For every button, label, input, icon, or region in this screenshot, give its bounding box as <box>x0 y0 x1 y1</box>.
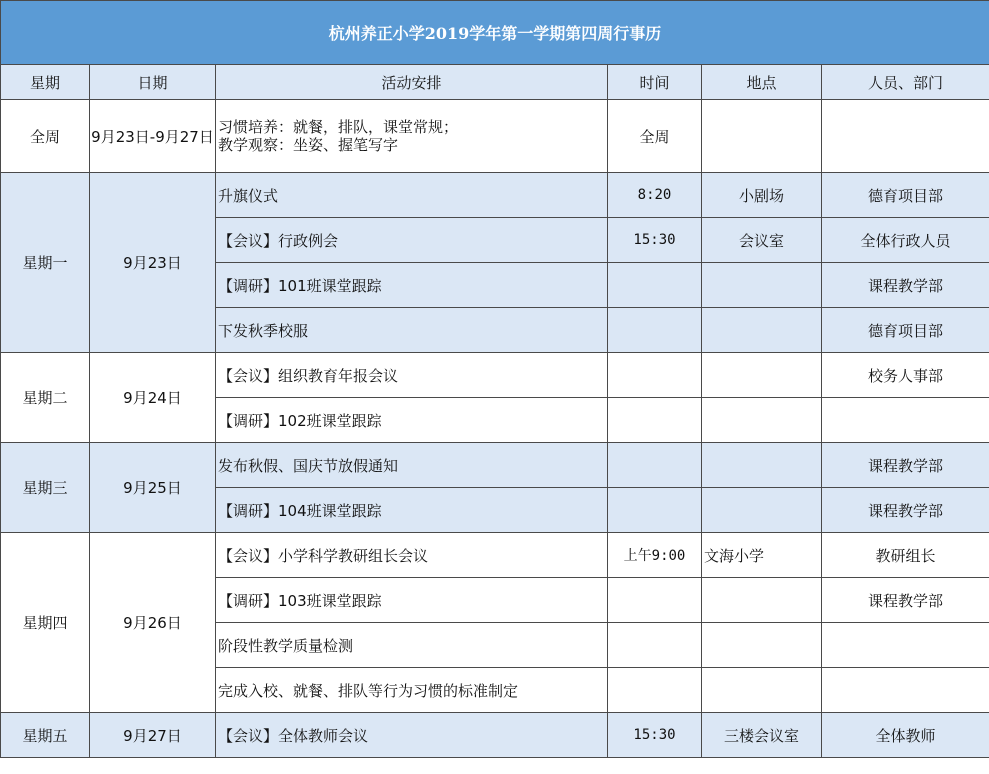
time-cell: 15:30 <box>608 713 702 758</box>
header-date: 日期 <box>90 65 216 100</box>
table-row <box>1 533 989 578</box>
activity-cell: 完成入校、就餐、排队等行为习惯的标准制定 <box>216 668 608 713</box>
header-people: 人员、部门 <box>822 65 989 100</box>
date-cell: 9月27日 <box>90 713 216 758</box>
place-cell: 会议室 <box>702 218 822 263</box>
people-cell <box>822 623 989 668</box>
activity-cell: 下发秋季校服 <box>216 308 608 353</box>
people-cell <box>822 668 989 713</box>
people-cell <box>822 398 989 443</box>
people-cell: 全体教师 <box>822 713 989 758</box>
activity-line: 教学观察：坐姿、握笔写字 <box>218 136 399 154</box>
place-cell: 小剧场 <box>702 173 822 218</box>
time-cell <box>608 263 702 308</box>
people-cell: 德育项目部 <box>822 308 989 353</box>
header-time: 时间 <box>608 65 702 100</box>
table-row <box>1 173 989 218</box>
people-cell: 课程教学部 <box>822 263 989 308</box>
time-cell <box>608 353 702 398</box>
weekday-cell: 星期一 <box>1 173 90 353</box>
activity-cell: 【调研】103班课堂跟踪 <box>216 578 608 623</box>
weekday-cell: 星期五 <box>1 713 90 758</box>
people-cell: 教研组长 <box>822 533 989 578</box>
table-title: 杭州养正小学2019学年第一学期第四周行事历 <box>1 1 989 65</box>
place-cell <box>702 623 822 668</box>
activity-cell: 升旗仪式 <box>216 173 608 218</box>
time-cell: 上午9:00 <box>608 533 702 578</box>
time-cell <box>608 308 702 353</box>
header-weekday: 星期 <box>1 65 90 100</box>
activity-line: 习惯培养：就餐，排队，课堂常规； <box>218 118 459 136</box>
weekday-cell: 星期四 <box>1 533 90 713</box>
people-cell: 课程教学部 <box>822 488 989 533</box>
place-cell <box>702 308 822 353</box>
place-cell: 文海小学 <box>702 533 822 578</box>
header-activity: 活动安排 <box>216 65 608 100</box>
place-cell <box>702 263 822 308</box>
place-cell <box>702 443 822 488</box>
time-cell <box>608 488 702 533</box>
place-cell <box>702 353 822 398</box>
people-cell <box>822 100 989 173</box>
date-cell: 9月25日 <box>90 443 216 533</box>
people-cell: 德育项目部 <box>822 173 989 218</box>
time-cell <box>608 398 702 443</box>
activity-cell: 【会议】组织教育年报会议 <box>216 353 608 398</box>
date-cell: 9月26日 <box>90 533 216 713</box>
time-cell <box>608 443 702 488</box>
activity-cell: 【会议】行政例会 <box>216 218 608 263</box>
place-cell <box>702 100 822 173</box>
table-row <box>1 713 989 758</box>
table-row <box>1 443 989 488</box>
weekday-cell: 全周 <box>1 100 90 173</box>
place-cell <box>702 488 822 533</box>
people-cell: 课程教学部 <box>822 443 989 488</box>
weekday-cell: 星期三 <box>1 443 90 533</box>
time-cell <box>608 668 702 713</box>
activity-cell: 阶段性教学质量检测 <box>216 623 608 668</box>
time-cell: 全周 <box>608 100 702 173</box>
table-row <box>1 353 989 398</box>
table-row-allweek <box>1 100 989 173</box>
date-cell: 9月24日 <box>90 353 216 443</box>
activity-cell: 【会议】小学科学教研组长会议 <box>216 533 608 578</box>
date-cell: 9月23日-9月27日 <box>90 100 216 173</box>
activity-cell: 【会议】全体教师会议 <box>216 713 608 758</box>
activity-cell <box>216 100 608 173</box>
activity-cell: 【调研】101班课堂跟踪 <box>216 263 608 308</box>
header-place: 地点 <box>702 65 822 100</box>
people-cell: 课程教学部 <box>822 578 989 623</box>
activity-cell: 【调研】102班课堂跟踪 <box>216 398 608 443</box>
time-cell: 15:30 <box>608 218 702 263</box>
activity-cell: 【调研】104班课堂跟踪 <box>216 488 608 533</box>
weekday-cell: 星期二 <box>1 353 90 443</box>
activity-cell: 发布秋假、国庆节放假通知 <box>216 443 608 488</box>
date-cell: 9月23日 <box>90 173 216 353</box>
place-cell <box>702 398 822 443</box>
place-cell <box>702 578 822 623</box>
place-cell: 三楼会议室 <box>702 713 822 758</box>
time-cell: 8:20 <box>608 173 702 218</box>
people-cell: 校务人事部 <box>822 353 989 398</box>
people-cell: 全体行政人员 <box>822 218 989 263</box>
place-cell <box>702 668 822 713</box>
time-cell <box>608 623 702 668</box>
time-cell <box>608 578 702 623</box>
